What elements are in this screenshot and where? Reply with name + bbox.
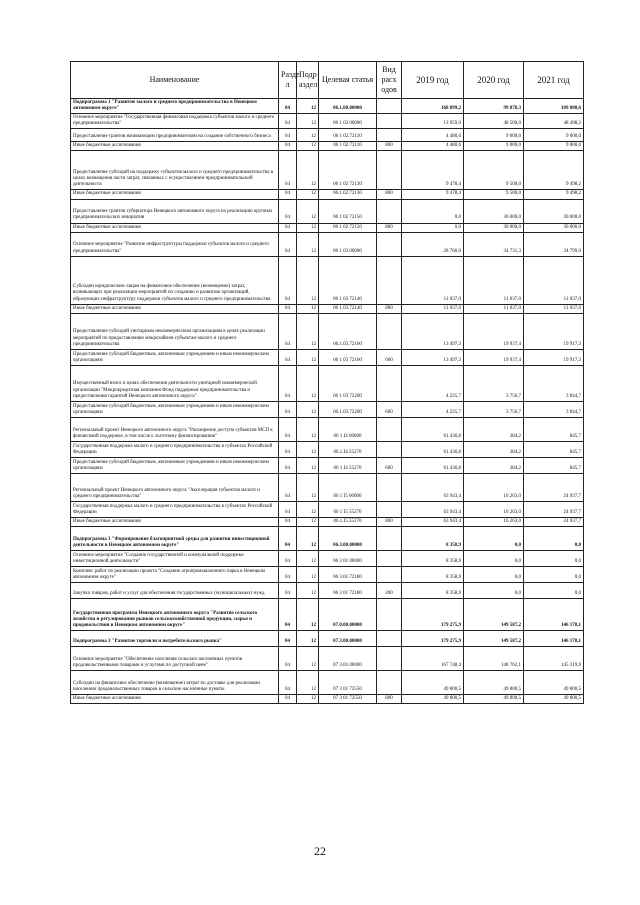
cell-2020: 0,0 [464, 526, 524, 550]
cell-2019: 4 225,7 [402, 401, 464, 417]
cell-subsection: 12 [297, 473, 319, 501]
cell-name: Основное мероприятие "Обеспечение населения сельских населенных пунктов продовольственными товарами и услугами по доступной цене" [71, 646, 279, 670]
cell-2020: 30 000,0 [464, 223, 524, 232]
cell-subsection: 12 [297, 441, 319, 457]
cell-2020: 0,0 [464, 566, 524, 582]
cell-2020: 49 800,5 [464, 670, 524, 694]
cell-name: Основное мероприятие "Развитие инфраструктуры поддержки субъектов малого и среднего предпринимательства" [71, 232, 279, 256]
cell-expense-type [377, 417, 402, 441]
cell-2021: 845,7 [524, 441, 584, 457]
cell-subsection: 12 [297, 142, 319, 151]
header-2020: 2020 год [464, 62, 524, 99]
cell-expense-type [377, 670, 402, 694]
cell-name: Предоставление субсидий бюджетным, автономным учреждениям и иным некоммерческим организациям [71, 457, 279, 473]
cell-target: 06.1.02.72130 [319, 190, 377, 199]
table-row [71, 256, 584, 304]
cell-subsection: 12 [297, 630, 319, 646]
cell-subsection: 12 [297, 232, 319, 256]
cell-2020: 149 587,2 [464, 630, 524, 646]
cell-target: 06 1 03 72140 [319, 256, 377, 304]
cell-2021: 24 937,7 [524, 517, 584, 526]
cell-expense-type [377, 526, 402, 550]
cell-target: 06 1 03 00000 [319, 232, 377, 256]
table-row [71, 99, 584, 114]
cell-section: 04 [279, 598, 297, 630]
cell-subsection: 12 [297, 349, 319, 365]
cell-name: Подпрограмма 3 "Формирование благоприятной среды для развития инвестиционной деятельности в Ненецком автономном округе" [71, 526, 279, 550]
cell-expense-type: 600 [377, 349, 402, 365]
cell-2019: 179 275,9 [402, 598, 464, 630]
cell-expense-type [377, 646, 402, 670]
cell-subsection: 12 [297, 365, 319, 401]
cell-2019: 63 943,4 [402, 501, 464, 517]
cell-expense-type [377, 232, 402, 256]
cell-subsection: 12 [297, 646, 319, 670]
page-number: 22 [314, 844, 326, 858]
cell-2019: 63 943,4 [402, 517, 464, 526]
cell-expense-type [377, 365, 402, 401]
cell-target: 07.3.00.00000 [319, 630, 377, 646]
cell-section: 04 [279, 501, 297, 517]
cell-2021: 845,7 [524, 457, 584, 473]
cell-name: Иные бюджетные ассигнования [71, 223, 279, 232]
cell-name: Комплекс работ по реализации проекта "Создание агропромышленного парка в Ненецком автономном округе" [71, 566, 279, 582]
cell-2020: 99 878,3 [464, 99, 524, 114]
table-header-row [71, 62, 584, 99]
cell-target: 06 1 02.72110 [319, 142, 377, 151]
cell-target: 06 1 03 72160 [319, 349, 377, 365]
cell-name: Подпрограмма 1 "Развитие малого и среднего предпринимательства в Ненецком автономном округе" [71, 99, 279, 114]
cell-expense-type: 200 [377, 582, 402, 598]
cell-subsection: 12 [297, 550, 319, 566]
table-row [71, 223, 584, 232]
cell-2019: 61 436,8 [402, 457, 464, 473]
cell-2019: 8 358,9 [402, 566, 464, 582]
cell-section: 04 [279, 441, 297, 457]
header-expense-type: Вид расх одов [377, 62, 402, 99]
cell-2021: 49 800,5 [524, 694, 584, 703]
cell-2021: 19 917,3 [524, 313, 584, 349]
cell-section: 04 [279, 670, 297, 694]
cell-subsection: 12 [297, 582, 319, 598]
cell-2021: 845,7 [524, 417, 584, 441]
cell-2021: 145 319,9 [524, 646, 584, 670]
cell-target: 06 1 03 72200 [319, 365, 377, 401]
cell-subsection: 12 [297, 670, 319, 694]
cell-name: Иные бюджетные ассигнования [71, 517, 279, 526]
cell-section: 04 [279, 232, 297, 256]
cell-subsection: 12 [297, 223, 319, 232]
header-target: Целевая статья [319, 62, 377, 99]
cell-2019: 4 480,6 [402, 142, 464, 151]
cell-name: Государственная поддержка малого и среднего предпринимательства в субъектах Российской Федерации [71, 501, 279, 517]
cell-section: 04 [279, 99, 297, 114]
cell-expense-type: 600 [377, 457, 402, 473]
cell-2020: 19 937,4 [464, 349, 524, 365]
cell-subsection: 12 [297, 694, 319, 703]
cell-expense-type [377, 256, 402, 304]
cell-2019: 49 800,5 [402, 670, 464, 694]
cell-2021: 19 917,3 [524, 349, 584, 365]
cell-2021: 30 000,0 [524, 223, 584, 232]
cell-target: 06 3.01.72180 [319, 566, 377, 582]
cell-section: 04 [279, 517, 297, 526]
cell-expense-type: 800 [377, 304, 402, 313]
cell-subsection: 12 [297, 417, 319, 441]
cell-expense-type [377, 630, 402, 646]
header-name: Наименование [71, 62, 279, 99]
cell-section: 04 [279, 304, 297, 313]
cell-expense-type [377, 313, 402, 349]
table-row [71, 501, 584, 517]
cell-target: 06.1.I4.55270 [319, 441, 377, 457]
cell-target: 06.1.00.00000 [319, 99, 377, 114]
cell-name: Иные бюджетные ассигнования [71, 304, 279, 313]
budget-table [70, 61, 584, 704]
cell-target: 06 1 I4 55270 [319, 457, 377, 473]
cell-expense-type [377, 501, 402, 517]
cell-2021: 11 037,0 [524, 256, 584, 304]
cell-2020: 9 500,0 [464, 151, 524, 190]
cell-target: 06.1.I5.55270 [319, 517, 377, 526]
cell-subsection: 12 [297, 457, 319, 473]
cell-name: Субсидии юридическим лицам на финансовое обеспечение (возмещение) затрат, возникающих при реализации мероприятий по созданию и развитию организаций, образующих инфраструктуру поддержки субъектов малого и среднего предпринимательства [71, 256, 279, 304]
cell-2019: 49 800,5 [402, 694, 464, 703]
table-row [71, 526, 584, 550]
cell-name: Основное мероприятие "Создание государственной и коммунальной поддержки инвестиционной деятельности" [71, 550, 279, 566]
cell-name: Закупка товаров, работ и услуг для обеспечения государственных (муниципальных) нужд [71, 582, 279, 598]
table-row [71, 694, 584, 703]
cell-2019: 168 099,2 [402, 99, 464, 114]
cell-name: Предоставление грантов начинающим предпринимателям на создание собственного бизнеса [71, 129, 279, 142]
cell-2019: 9 478,4 [402, 151, 464, 190]
cell-name: Региональный проект Ненецкого автономного округа "Акселерация субъектов малого и среднего предпринимательства" [71, 473, 279, 501]
cell-target: 07.0.00.00000 [319, 598, 377, 630]
cell-target: 06 1 I5 00000 [319, 473, 377, 501]
cell-target: 06 3 01 72180 [319, 582, 377, 598]
table-row [71, 646, 584, 670]
cell-name: Субсидии на финансовое обеспечение (возмещение) затрат по доставке для реализации населению продовольственных товаров в сельские населённые пункты [71, 670, 279, 694]
cell-expense-type: 800 [377, 142, 402, 151]
cell-section: 04 [279, 630, 297, 646]
cell-section: 04 [279, 566, 297, 582]
cell-2021: 48 498,2 [524, 114, 584, 129]
header-subsection: Подр аздел [297, 62, 319, 99]
table-row [71, 457, 584, 473]
cell-expense-type: 600 [377, 401, 402, 417]
cell-2019: 13 497,3 [402, 313, 464, 349]
cell-subsection: 12 [297, 190, 319, 199]
cell-target: 07 3.01.00000 [319, 646, 377, 670]
cell-2021: 11 037,0 [524, 304, 584, 313]
table-row [71, 550, 584, 566]
cell-name: Региональный проект Ненецкого автономного округа "Расширение доступа субъектов МСП к финансовой поддержке, в том числе к льготному финансированию" [71, 417, 279, 441]
cell-subsection: 12 [297, 129, 319, 142]
cell-section: 04 [279, 190, 297, 199]
cell-2021: 30 000,0 [524, 199, 584, 223]
table-row [71, 304, 584, 313]
cell-2020: 384,2 [464, 441, 524, 457]
cell-subsection: 12 [297, 501, 319, 517]
cell-2020: 34 731,3 [464, 232, 524, 256]
cell-section: 04 [279, 256, 297, 304]
cell-target: 06 1 I5 55270 [319, 501, 377, 517]
table-row [71, 190, 584, 199]
cell-2020: 3 756,7 [464, 365, 524, 401]
cell-name: Иные бюджетные ассигнования [71, 694, 279, 703]
cell-section: 04 [279, 223, 297, 232]
cell-target: 06.1.03.72160 [319, 313, 377, 349]
table-row [71, 566, 584, 582]
cell-section: 04 [279, 526, 297, 550]
header-section: Разде л [279, 62, 297, 99]
cell-subsection: 12 [297, 517, 319, 526]
cell-2021: 24 937,7 [524, 473, 584, 501]
cell-subsection: 12 [297, 598, 319, 630]
table-row [71, 670, 584, 694]
cell-2019: 4 225,7 [402, 365, 464, 401]
cell-2020: 384,2 [464, 417, 524, 441]
cell-name: Государственная программа Ненецкого автономного округа "Развитие сельского хозяйства и регулирования рынков сельскохозяйственной продукции, сырья и продовольствия в Ненецком автономном округе" [71, 598, 279, 630]
cell-section: 04 [279, 401, 297, 417]
cell-2019: 61 436,8 [402, 441, 464, 457]
cell-expense-type: 800 [377, 223, 402, 232]
cell-2020: 384,2 [464, 457, 524, 473]
cell-2019: 61 436,8 [402, 417, 464, 441]
cell-2019: 8 358,9 [402, 550, 464, 566]
cell-2019: 11 037,0 [402, 304, 464, 313]
cell-name: Основное мероприятие "Государственная финансовая поддержка субъектов малого и среднего предпринимательства" [71, 114, 279, 129]
cell-2021: 9 000,0 [524, 129, 584, 142]
cell-2019: 28 760,0 [402, 232, 464, 256]
table-row [71, 114, 584, 129]
cell-expense-type [377, 114, 402, 129]
cell-name: Подпрограмма 3 "Развитие торговли и потребительского рынка" [71, 630, 279, 646]
cell-2021: 146 178,1 [524, 598, 584, 630]
cell-2020: 149 587,2 [464, 598, 524, 630]
table-row [71, 598, 584, 630]
cell-2020: 9 000,0 [464, 129, 524, 142]
cell-section: 04 [279, 365, 297, 401]
header-2019: 2019 год [402, 62, 464, 99]
cell-expense-type: 800 [377, 190, 402, 199]
cell-2021: 9 498,2 [524, 151, 584, 190]
cell-subsection: 12 [297, 304, 319, 313]
cell-2019: 0,0 [402, 199, 464, 223]
cell-expense-type: 800 [377, 694, 402, 703]
cell-2021: 0,0 [524, 566, 584, 582]
cell-2020: 16 263,0 [464, 473, 524, 501]
cell-section: 04 [279, 114, 297, 129]
cell-2019: 4 480,6 [402, 129, 464, 142]
cell-section: 04 [279, 199, 297, 223]
cell-section: 04 [279, 473, 297, 501]
cell-2021: 0,0 [524, 550, 584, 566]
cell-2019: 63 943,4 [402, 473, 464, 501]
cell-subsection: 12 [297, 526, 319, 550]
cell-expense-type [377, 598, 402, 630]
cell-2021: 49 800,5 [524, 670, 584, 694]
cell-target: 06 3 01 00000 [319, 550, 377, 566]
cell-2021: 146 178,1 [524, 630, 584, 646]
cell-2021: 3 844,7 [524, 365, 584, 401]
cell-section: 04 [279, 142, 297, 151]
cell-2020: 9 000,0 [464, 142, 524, 151]
cell-target: 06 1 I4 00000 [319, 417, 377, 441]
cell-2019: 11 037,0 [402, 256, 464, 304]
cell-expense-type [377, 151, 402, 190]
cell-2020: 11 037,0 [464, 256, 524, 304]
cell-2019: 8 358,9 [402, 526, 464, 550]
cell-2020: 3 756,7 [464, 401, 524, 417]
cell-section: 04 [279, 550, 297, 566]
cell-2020: 49 800,5 [464, 694, 524, 703]
cell-target: 06.1.03.72200 [319, 401, 377, 417]
cell-target: 06 1.03.72140 [319, 304, 377, 313]
table-row [71, 232, 584, 256]
table-row [71, 313, 584, 349]
header-2021: 2021 год [524, 62, 584, 99]
table-row [71, 129, 584, 142]
table-row [71, 365, 584, 401]
cell-subsection: 12 [297, 199, 319, 223]
cell-2021: 3 844,7 [524, 401, 584, 417]
table-row [71, 151, 584, 190]
cell-name: Государственная поддержка малого и среднего предпринимательства в субъектах Российской Федерации [71, 441, 279, 457]
cell-2020: 16 263,0 [464, 501, 524, 517]
table-row [71, 630, 584, 646]
cell-section: 04 [279, 349, 297, 365]
cell-target: 07 3 01 72550 [319, 694, 377, 703]
cell-section: 04 [279, 313, 297, 349]
cell-2019: 9 478,4 [402, 190, 464, 199]
cell-2020: 16 263,0 [464, 517, 524, 526]
cell-2021: 0,0 [524, 526, 584, 550]
cell-expense-type [377, 129, 402, 142]
cell-target: 06 1 02 72130 [319, 151, 377, 190]
cell-name: Имущественный взнос в целях обеспечения деятельности унитарной некоммерческой организации "Микрокредитная компания Фонд поддержки предпринимательства и предоставления гарантий Ненецкого автономного округа" [71, 365, 279, 401]
cell-target: 06 1 02 72150 [319, 223, 377, 232]
cell-expense-type [377, 566, 402, 582]
cell-2021: 9 000,0 [524, 142, 584, 151]
cell-name: Иные бюджетные ассигнования [71, 142, 279, 151]
cell-2021: 0,0 [524, 582, 584, 598]
cell-section: 04 [279, 417, 297, 441]
cell-expense-type [377, 473, 402, 501]
table-row [71, 473, 584, 501]
table-row [71, 582, 584, 598]
cell-2020: 19 937,4 [464, 313, 524, 349]
cell-2019: 0,0 [402, 223, 464, 232]
cell-section: 04 [279, 646, 297, 670]
table-row [71, 401, 584, 417]
table-row [71, 441, 584, 457]
cell-target: 06 1 02 00000 [319, 114, 377, 129]
cell-expense-type [377, 550, 402, 566]
cell-2019: 167 748,4 [402, 646, 464, 670]
table-row [71, 349, 584, 365]
cell-2019: 13 959,0 [402, 114, 464, 129]
cell-subsection: 12 [297, 566, 319, 582]
cell-target: 06.3.00.00000 [319, 526, 377, 550]
cell-section: 04 [279, 694, 297, 703]
cell-section: 04 [279, 582, 297, 598]
budget-table-container [70, 61, 583, 704]
cell-2019: 13 497,3 [402, 349, 464, 365]
cell-2021: 109 080,6 [524, 99, 584, 114]
cell-2021: 34 799,0 [524, 232, 584, 256]
cell-subsection: 12 [297, 256, 319, 304]
table-row [71, 517, 584, 526]
cell-expense-type [377, 99, 402, 114]
cell-expense-type [377, 199, 402, 223]
table-row [71, 417, 584, 441]
cell-2019: 179 275,9 [402, 630, 464, 646]
cell-name: Иные бюджетные ассигнования [71, 190, 279, 199]
cell-section: 04 [279, 457, 297, 473]
cell-2021: 24 937,7 [524, 501, 584, 517]
cell-name: Предоставление субсидий бюджетным, автономным учреждениям и иным некоммерческим организациям [71, 401, 279, 417]
cell-subsection: 12 [297, 99, 319, 114]
cell-expense-type: 800 [377, 517, 402, 526]
cell-target: 06 1 02.72110 [319, 129, 377, 142]
cell-2020: 11 037,0 [464, 304, 524, 313]
cell-2020: 30 000,0 [464, 199, 524, 223]
cell-2020: 0,0 [464, 550, 524, 566]
cell-2020: 9 500,0 [464, 190, 524, 199]
cell-name: Предоставление субсидий на поддержку субъектов малого и среднего предпринимательства в целях возмещения части затрат, связанных с осуществлением предпринимательской деятельности [71, 151, 279, 190]
cell-section: 04 [279, 129, 297, 142]
cell-2020: 0,0 [464, 582, 524, 598]
table-body [71, 99, 584, 704]
cell-name: Предоставление грантов губернатора Ненецкого автономного округа на реализацию крупных предпринимательских инициатив [71, 199, 279, 223]
cell-expense-type [377, 441, 402, 457]
cell-target: 07 3 01 72550 [319, 670, 377, 694]
cell-target: 06 1 02 72150 [319, 199, 377, 223]
cell-2020: 148 762,1 [464, 646, 524, 670]
cell-2020: 48 500,0 [464, 114, 524, 129]
cell-subsection: 12 [297, 114, 319, 129]
table-row [71, 199, 584, 223]
cell-subsection: 12 [297, 401, 319, 417]
table-row [71, 142, 584, 151]
cell-section: 04 [279, 151, 297, 190]
cell-name: Предоставление субсидий унитарным некоммерческим организациям в целях реализации мероприятий по предоставлению микрозаймов субъектам малого и среднего предпринимательства [71, 313, 279, 349]
cell-2021: 9 498,2 [524, 190, 584, 199]
cell-subsection: 12 [297, 313, 319, 349]
cell-2019: 8 358,9 [402, 582, 464, 598]
cell-subsection: 12 [297, 151, 319, 190]
cell-name: Предоставление субсидий бюджетным, автономным учреждениям и иным некоммерческим организациям [71, 349, 279, 365]
